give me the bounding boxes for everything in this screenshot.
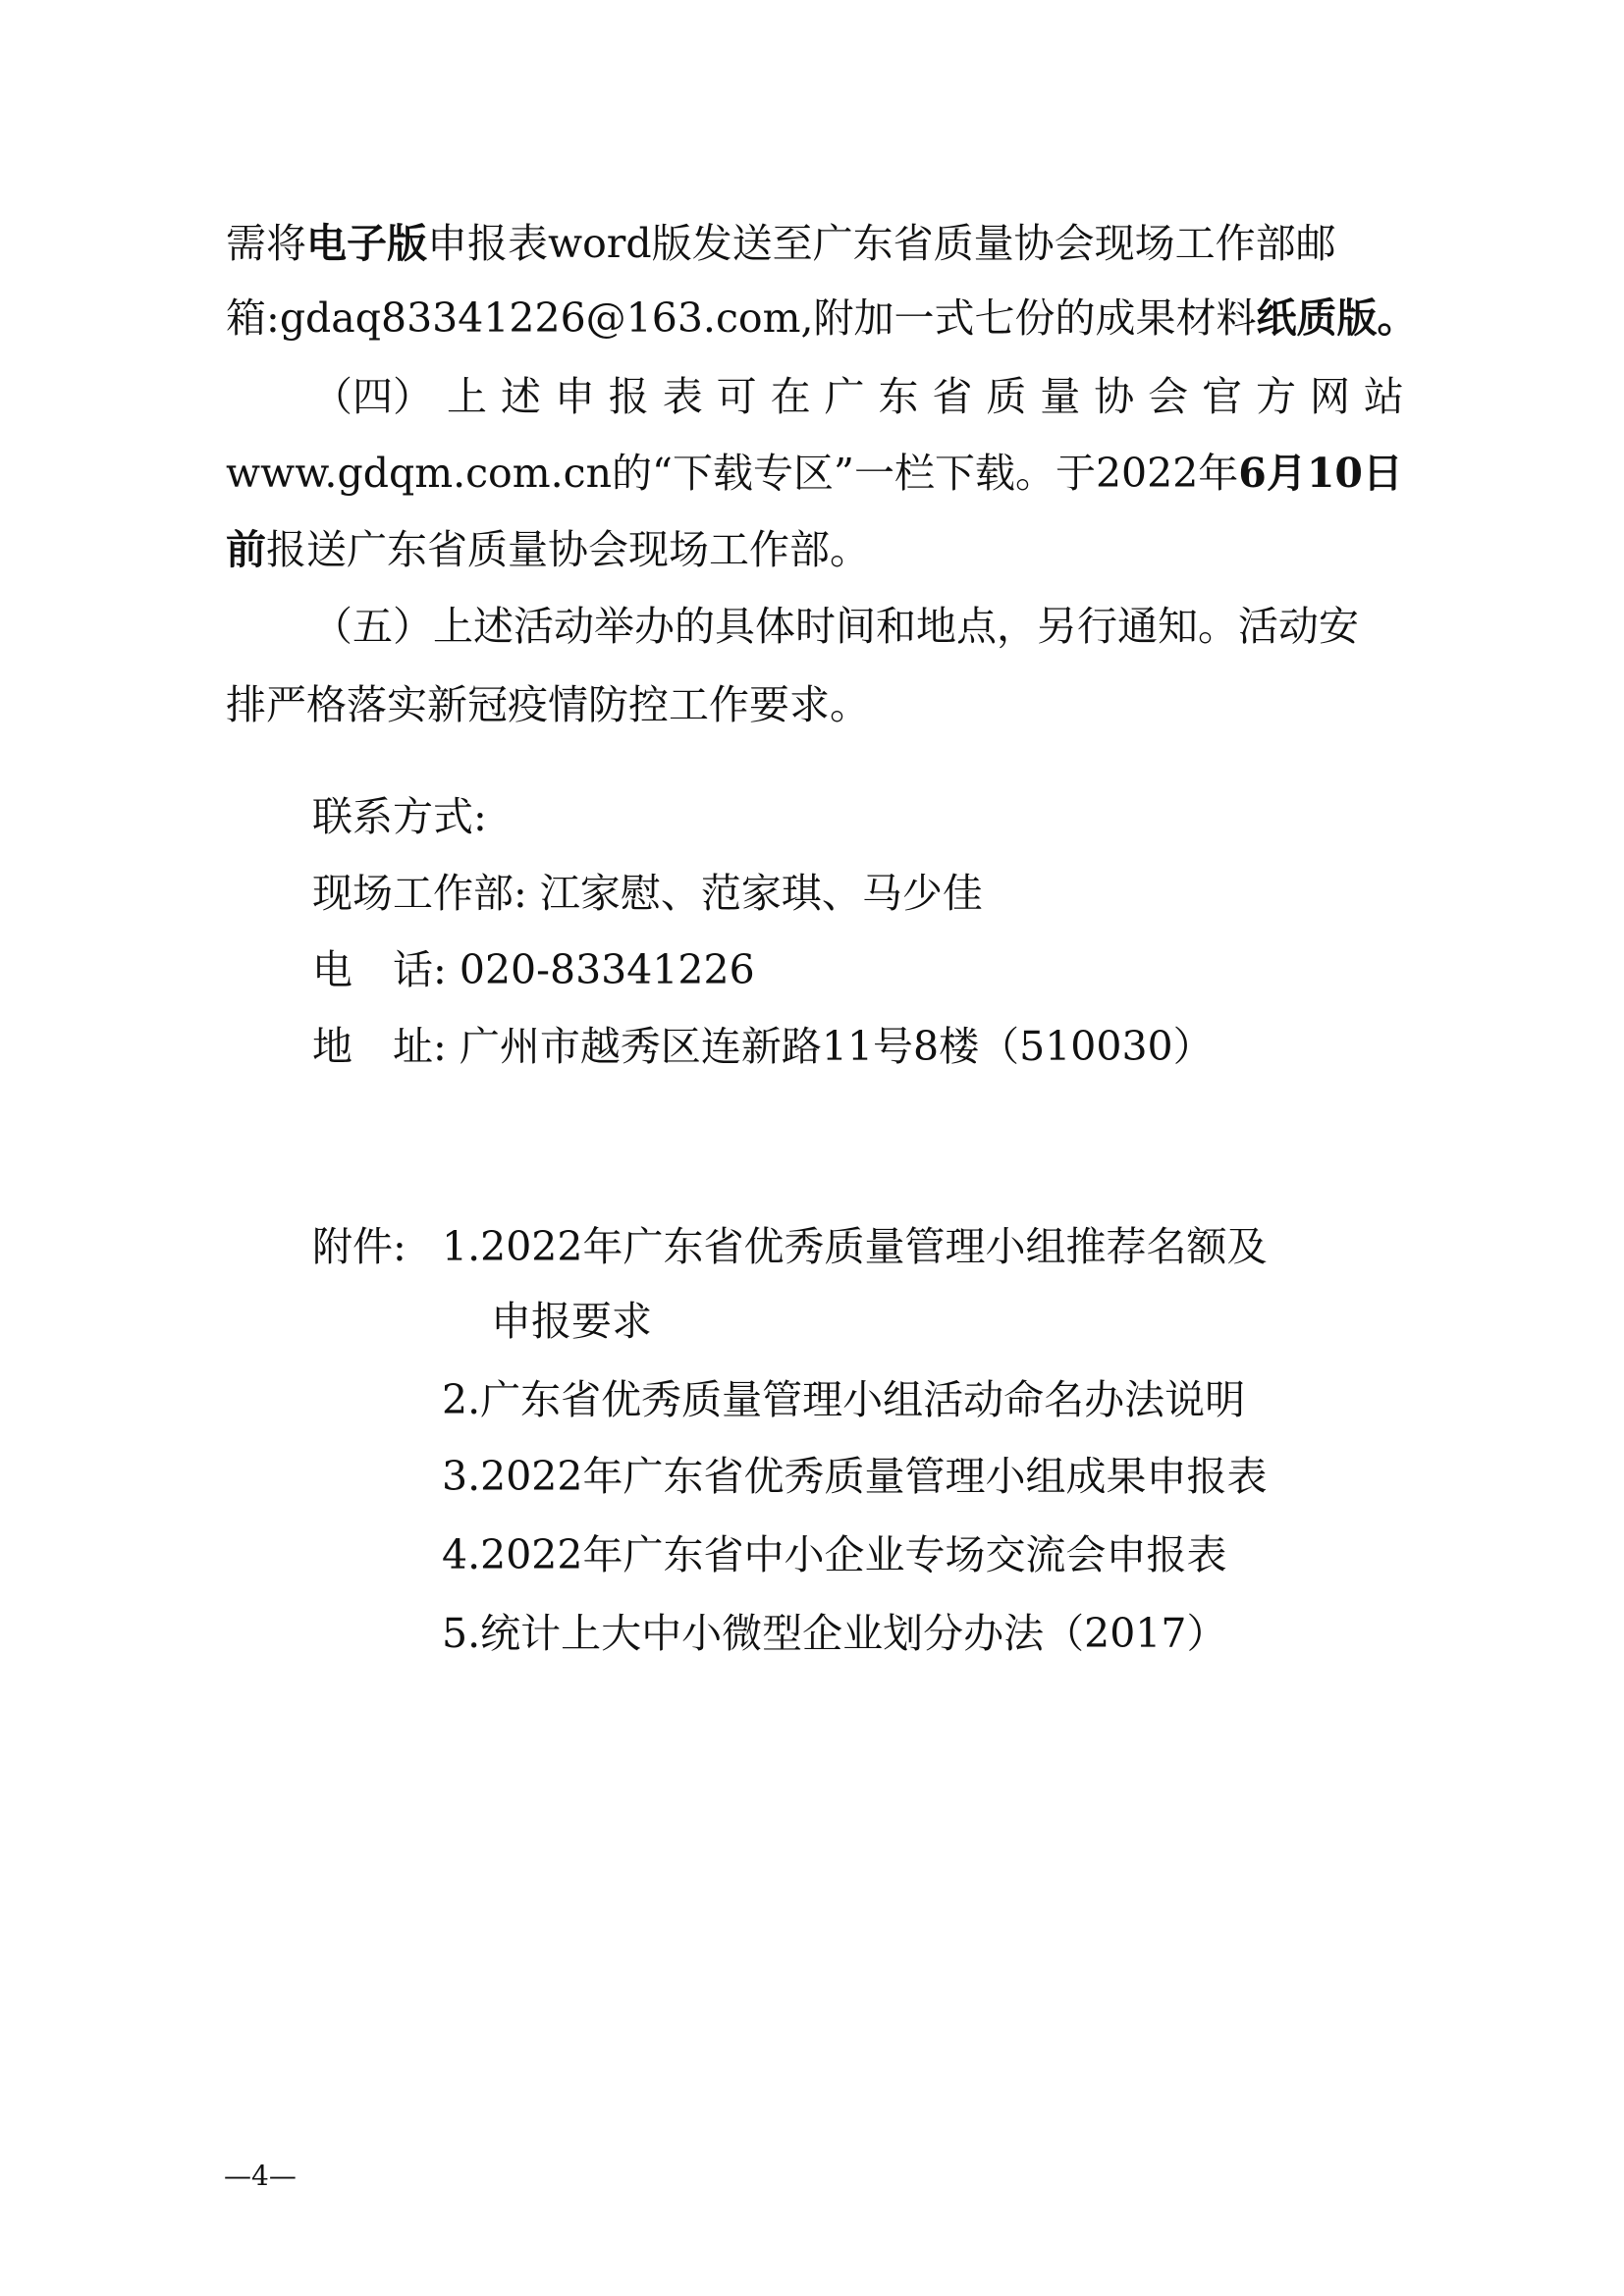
bold-text: 纸质版。 [1256, 294, 1418, 342]
page-number: —4— [224, 2160, 297, 2192]
paragraph-line [226, 526, 1404, 573]
justified-char: 方 [1256, 373, 1296, 420]
justified-char: 省 [932, 373, 973, 420]
justified-char: 表 [662, 373, 703, 420]
justified-char: 述 [500, 373, 541, 420]
paragraph-line [226, 450, 1404, 497]
justified-char: 网 [1309, 373, 1350, 420]
bold-text: 电子版 [306, 220, 427, 267]
address-value: 广州市越秀区连新路11号8楼（510030） [459, 1023, 1214, 1070]
justified-char: 协 [1094, 373, 1135, 420]
attachment-item: 2.广东省优秀质量管理小组活动命名办法说明 [442, 1376, 1246, 1423]
text-span: 报送广东省质量协会现场工作部。 [266, 526, 870, 573]
justified-char: 东 [878, 373, 919, 420]
justified-char: （四） [312, 373, 433, 420]
paragraph-line [226, 294, 1418, 342]
paragraph-line: 排严格落实新冠疫情防控工作要求。 [226, 681, 870, 728]
justified-char: 上 [446, 373, 487, 420]
contact-address [312, 1023, 1214, 1070]
attachment-item: 1.2022年广东省优秀质量管理小组推荐名额及 [442, 1223, 1268, 1270]
bold-text: 6月10日 [1238, 450, 1403, 497]
justified-char: 量 [1040, 373, 1081, 420]
attachment-item-continued: 申报要求 [491, 1298, 652, 1345]
text-span: 箱:gdaq83341226@163.com,附加一式七份的成果材料 [226, 294, 1257, 342]
justified-char: 可 [716, 373, 757, 420]
justified-char: 申 [554, 373, 595, 420]
justified-char: 会 [1148, 373, 1189, 420]
attachments-label: 附件: [312, 1223, 406, 1270]
justified-char: 在 [770, 373, 811, 420]
attachment-item: 5.统计上大中小微型企业划分办法（2017） [442, 1610, 1227, 1657]
justified-char: 报 [608, 373, 649, 420]
justified-char: 站 [1363, 373, 1404, 420]
justified-char: 广 [824, 373, 865, 420]
text-span: 需将 [226, 220, 306, 267]
phone-label: 电 话: [312, 946, 447, 993]
address-label: 地 址: [312, 1023, 447, 1070]
paragraph-line-justified [312, 373, 1404, 420]
justified-char: 官 [1202, 373, 1243, 420]
text-span: 申报表word版发送至广东省质量协会现场工作部邮 [427, 220, 1336, 267]
phone-value: 020-83341226 [459, 946, 755, 993]
bold-text: 前 [226, 526, 266, 573]
text-span: www.gdqm.com.cn的“下载专区”一栏下载。于2022年 [226, 450, 1239, 497]
paragraph-line: （五）上述活动举办的具体时间和地点，另行通知。活动安 [312, 603, 1359, 650]
attachment-item: 3.2022年广东省优秀质量管理小组成果申报表 [442, 1453, 1268, 1500]
attachment-item: 4.2022年广东省中小企业专场交流会申报表 [442, 1531, 1227, 1578]
paragraph-line [226, 220, 1404, 267]
contact-phone [312, 946, 755, 993]
contact-heading: 联系方式: [312, 793, 487, 840]
justified-char: 质 [986, 373, 1027, 420]
contact-department: 现场工作部: 江家慰、范家琪、马少佳 [312, 870, 983, 917]
